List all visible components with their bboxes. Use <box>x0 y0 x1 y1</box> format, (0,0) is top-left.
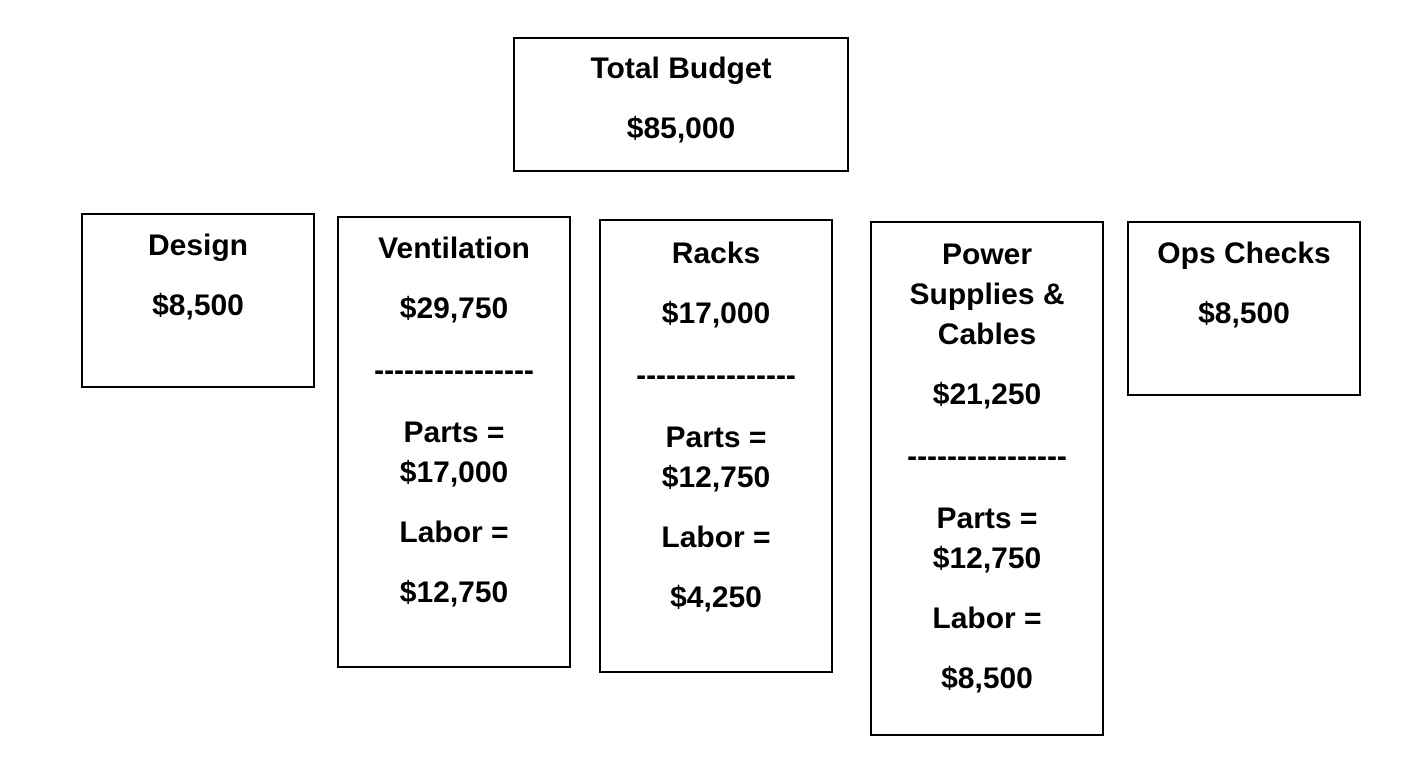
ventilation-labor-value: $12,750 <box>399 576 509 609</box>
ventilation-box <box>337 216 571 668</box>
ops-checks-title: Ops Checks <box>1157 237 1331 270</box>
power-labor-value: $8,500 <box>941 662 1033 695</box>
power-supplies-cables-box <box>870 221 1104 736</box>
racks-amount: $17,000 <box>661 297 771 330</box>
ventilation-parts-value: $17,000 <box>399 456 509 489</box>
power-title-line2: Supplies & <box>909 278 1065 311</box>
ventilation-parts-label: Parts = <box>403 416 505 449</box>
ventilation-labor-label: Labor = <box>399 516 509 549</box>
racks-parts-label: Parts = <box>665 421 767 454</box>
ventilation-title: Ventilation <box>378 232 530 265</box>
ops-checks-box <box>1127 221 1361 396</box>
racks-labor-value: $4,250 <box>670 581 762 614</box>
racks-title: Racks <box>671 237 761 270</box>
racks-labor-label: Labor = <box>661 521 771 554</box>
design-title: Design <box>147 229 249 262</box>
racks-parts-value: $12,750 <box>661 461 771 494</box>
power-amount: $21,250 <box>932 378 1042 411</box>
power-title-line3: Cables <box>937 318 1037 351</box>
design-amount: $8,500 <box>152 289 244 322</box>
design-box <box>81 213 315 388</box>
total-budget-amount: $85,000 <box>626 112 736 145</box>
power-labor-label: Labor = <box>932 602 1042 635</box>
ventilation-separator: ---------------- <box>374 354 534 387</box>
racks-separator: ---------------- <box>636 359 796 392</box>
total-budget-title: Total Budget <box>590 52 772 85</box>
ventilation-amount: $29,750 <box>399 292 509 325</box>
total-budget-box <box>513 37 849 172</box>
power-separator: ---------------- <box>907 440 1067 473</box>
power-title-line1: Power <box>941 238 1033 271</box>
racks-box <box>599 219 833 673</box>
power-parts-value: $12,750 <box>932 542 1042 575</box>
power-parts-label: Parts = <box>936 502 1038 535</box>
ops-checks-amount: $8,500 <box>1198 297 1290 330</box>
